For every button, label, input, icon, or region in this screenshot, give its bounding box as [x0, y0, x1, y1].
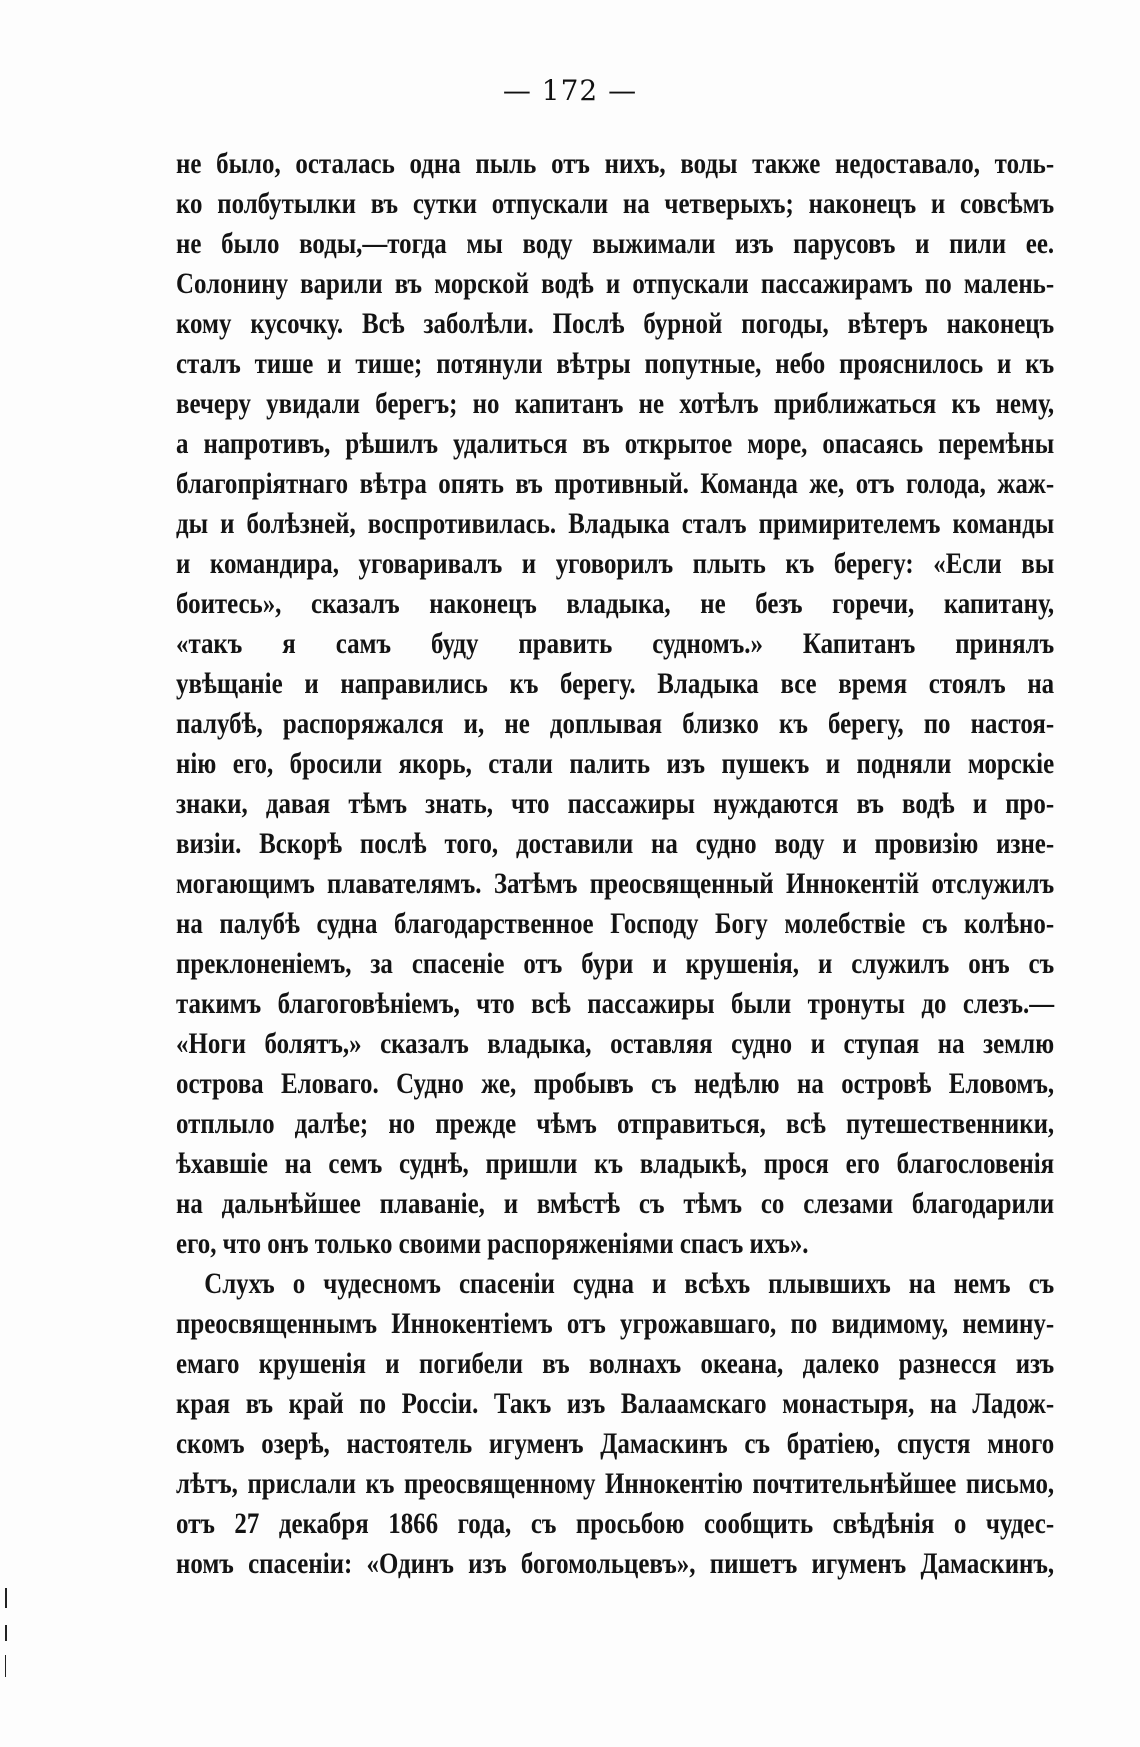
paragraph-2 [176, 1264, 1055, 1584]
text-line: палубѣ, распоряжался и, не доплывая близко къ берегу, по настоя- [176, 707, 1055, 740]
text-line: ды и болѣзней, воспротивилась. Владыка сталъ примирителемъ команды [176, 507, 1055, 540]
text-line: лѣтъ, прислали къ преосвященному Иннокентію почтительнѣйшее письмо, [176, 1467, 1055, 1500]
text-line: такимъ благоговѣніемъ, что всѣ пассажиры были тронуты до слезъ.— [176, 987, 1055, 1020]
text-line: «Ноги болятъ,» сказалъ владыка, оставляя судно и ступая на землю [176, 1027, 1055, 1060]
text-line: а напротивъ, рѣшилъ удалиться въ открытое море, опасаясь перемѣны [176, 427, 1055, 460]
text-line: емаго крушенія и погибели въ волнахъ океана, далеко разнесся изъ [176, 1347, 1055, 1380]
text-line: Слухъ о чудесномъ спасеніи судна и всѣхъ плывшихъ на немъ съ [204, 1267, 1055, 1300]
text-line: и командира, уговаривалъ и уговорилъ плыть къ берегу: «Если вы [176, 547, 1055, 580]
text-line: скомъ озерѣ, настоятель игуменъ Дамаскинъ съ братіею, спустя много [176, 1427, 1055, 1460]
text-line: могающимъ плавателямъ. Затѣмъ преосвященный Иннокентій отслужилъ [176, 867, 1055, 900]
text-line: его, что онъ только своими распоряженіями спасъ ихъ». [176, 1227, 809, 1260]
text-line: на дальнѣйшее плаваніе, и вмѣстѣ съ тѣмъ со слезами благодарили [176, 1187, 1055, 1220]
text-line: визіи. Вскорѣ послѣ того, доставили на судно воду и провизію изне- [176, 827, 1055, 860]
scan-margin-mark [5, 1588, 7, 1608]
text-line: «такъ я самъ буду править судномъ.» Капитанъ принялъ [176, 627, 1055, 660]
text-line: увѣщаніе и направились къ берегу. Владыка все время стоялъ на [176, 667, 1055, 700]
text-line: вечеру увидали берегъ; но капитанъ не хотѣлъ приближаться къ нему, [176, 387, 1055, 420]
text-line: отъ 27 декабря 1866 года, съ просьбою сообщить свѣдѣнія о чудес- [176, 1507, 1055, 1540]
text-line: номъ спасеніи: «Одинъ изъ богомольцевъ», пишетъ игуменъ Дамаскинъ, [176, 1547, 1055, 1580]
text-line: сталъ тише и тише; потянули вѣтры попутные, небо прояснилось и къ [176, 347, 1055, 380]
text-line: Солонину варили въ морской водѣ и отпускали пассажирамъ по малень- [176, 267, 1055, 300]
text-line: благопріятнаго вѣтра опять въ противный. Команда же, отъ голода, жаж- [176, 467, 1055, 500]
text-line: отплыло далѣе; но прежде чѣмъ отправиться, всѣ путешественники, [176, 1107, 1055, 1140]
text-line: не было воды,—тогда мы воду выжимали изъ парусовъ и пили ее. [176, 227, 1055, 260]
text-line: ѣхавшіе на семъ суднѣ, пришли къ владыкѣ, прося его благословенія [176, 1147, 1055, 1180]
text-line: нію его, бросили якорь, стали палить изъ пушекъ и подняли морскіе [176, 747, 1055, 780]
text-line: боитесь», сказалъ наконецъ владыка, не безъ горечи, капитану, [176, 587, 1055, 620]
scan-margin-mark [5, 1655, 6, 1677]
page-number: — 172 — [502, 74, 638, 107]
paragraph-1 [176, 144, 1055, 1264]
body-text [176, 144, 1055, 1584]
text-line: края въ край по Россіи. Такъ изъ Валаамскаго монастыря, на Ладож- [176, 1387, 1055, 1420]
text-line: преклоненіемъ, за спасеніе отъ бури и крушенія, и служилъ онъ съ [176, 947, 1055, 980]
text-line: знаки, давая тѣмъ знать, что пассажиры нуждаются въ водѣ и про- [176, 787, 1055, 820]
text-line: острова Еловаго. Судно же, пробывъ съ недѣлю на островѣ Еловомъ, [176, 1067, 1055, 1100]
text-line: не было, осталась одна пыль отъ нихъ, воды также недоставало, толь- [176, 147, 1055, 180]
scan-margin-mark [5, 1625, 7, 1641]
text-line: кому кусочку. Всѣ заболѣли. Послѣ бурной погоды, вѣтеръ наконецъ [176, 307, 1055, 340]
text-line: ко полбутылки въ сутки отпускали на четверыхъ; наконецъ и совсѣмъ [176, 187, 1055, 220]
text-line: на палубѣ судна благодарственное Господу Богу молебствіе съ колѣно- [176, 907, 1055, 940]
text-line: преосвященнымъ Иннокентіемъ отъ угрожавшаго, по видимому, немину- [176, 1307, 1055, 1340]
